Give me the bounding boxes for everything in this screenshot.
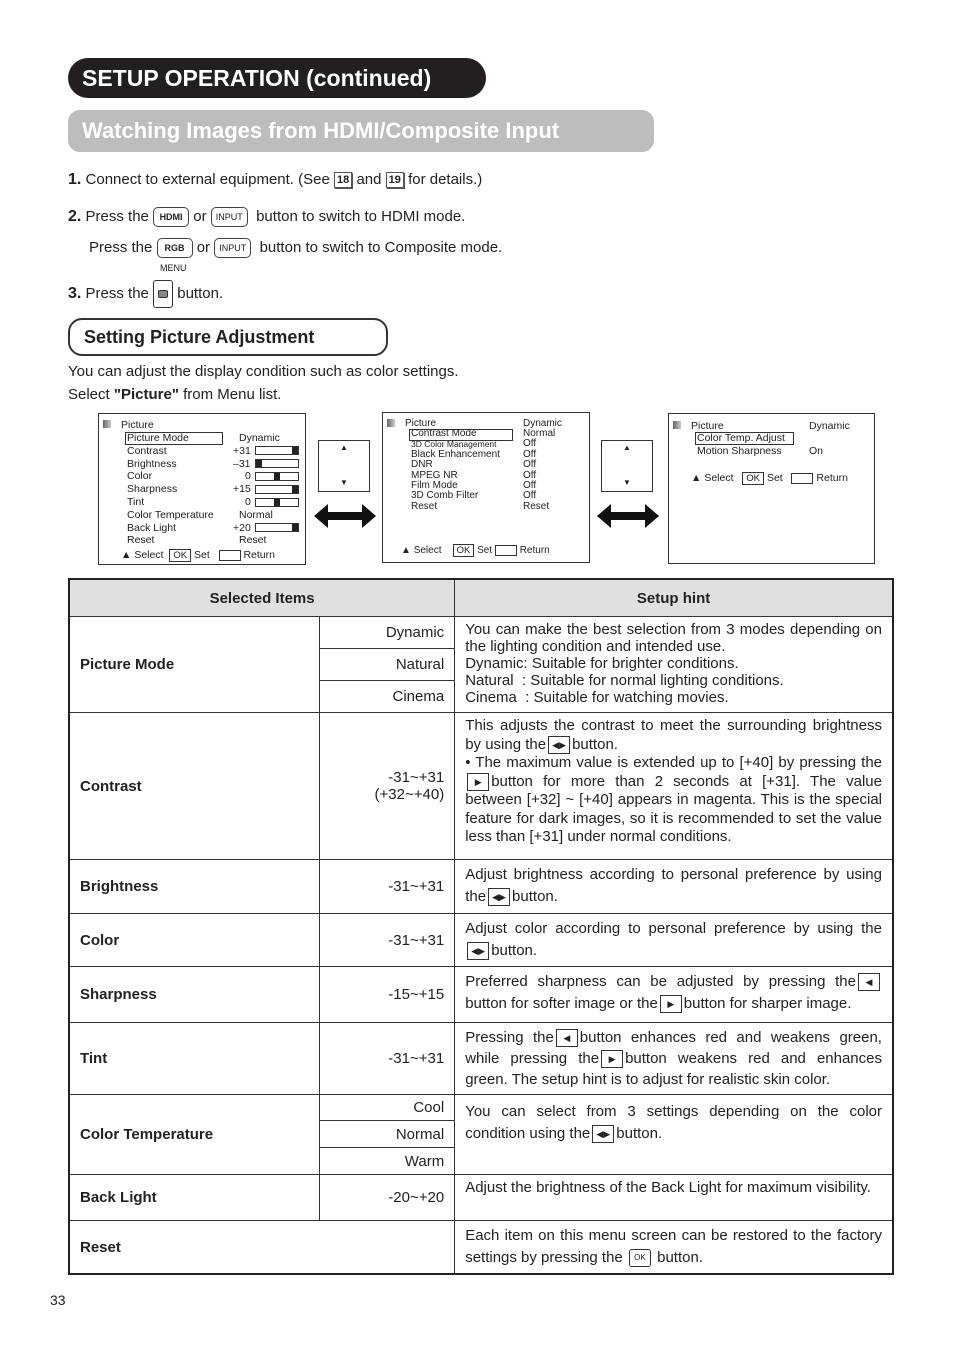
hint-text: button enhances red and weakens green, while pressing the	[465, 1029, 882, 1067]
return-key-icon	[219, 550, 241, 561]
table-row	[69, 914, 893, 967]
menu-item-label: Color Temperature	[127, 508, 214, 521]
value-text: -31~+31	[388, 769, 445, 786]
right-key-icon: ▶	[467, 773, 489, 791]
text: "Picture"	[113, 386, 179, 403]
menu-item-label: Tint	[127, 496, 145, 508]
step-2	[68, 207, 465, 227]
page-subtitle: Watching Images from HDMI/Composite Input	[68, 110, 654, 152]
footer-label: Select	[413, 545, 442, 557]
menu-key-label: MENU	[160, 263, 187, 273]
step-text: or	[196, 238, 211, 256]
input-key-icon: INPUT	[211, 207, 248, 227]
menu-item-label: 3D Color Management	[411, 439, 497, 450]
updown-icon: ▲︎	[691, 472, 702, 484]
settings-table	[68, 578, 894, 1275]
menu-item-value: Reset	[523, 500, 550, 512]
item-value	[319, 713, 455, 860]
menu-item-label: Sharpness	[127, 483, 178, 496]
footer-label: Set	[477, 545, 493, 557]
item-value: Cool	[319, 1095, 455, 1121]
menu-item-value: +31	[233, 444, 251, 457]
footer-label: Return	[519, 545, 550, 557]
item-name: Reset	[69, 1221, 455, 1275]
menu-item-value: Off	[523, 469, 537, 481]
setup-hint	[455, 967, 893, 1023]
menu-item-label: Picture Mode	[127, 432, 189, 444]
setup-hint	[455, 1095, 893, 1175]
setup-hint	[455, 713, 893, 860]
menu-title-value: Dynamic	[523, 418, 562, 429]
left-right-key-icon: ◀▶	[488, 888, 510, 906]
hint-text: Cinema : Suitable for watching movies.	[465, 689, 729, 706]
hint-text: This adjusts the contrast to meet the surrounding brightness by using the	[465, 717, 882, 753]
menu-item-value: +20	[233, 521, 251, 534]
table-row	[69, 617, 893, 649]
item-value: -31~+31	[319, 1023, 455, 1095]
menu-item-label: Color	[127, 470, 153, 483]
hint-text: Adjust color according to personal preference by using the	[465, 920, 882, 937]
hint-text: button for softer image or the	[465, 995, 658, 1012]
hint-text: button for more than 2 seconds at [+31]. The value between [+32] ~ [+40] appears in magenta. This is the special feature for dark images, so it is recommended to set the value less than [+31] under normal conditions.	[465, 772, 882, 845]
step-text: button.	[177, 284, 224, 302]
hint-text: Preferred sharpness can be adjusted by pressing the	[465, 973, 856, 990]
right-key-icon: ▶	[660, 995, 682, 1013]
menu-key-icon	[153, 280, 173, 308]
step-1	[68, 171, 482, 189]
item-name: Sharpness	[69, 967, 319, 1023]
updown-nav-icon: ▲ ▼	[318, 440, 370, 492]
setup-hint	[455, 617, 893, 713]
step-number: 2.	[68, 207, 82, 225]
menu-title-value: Dynamic	[809, 420, 850, 432]
item-value: Natural	[319, 649, 455, 681]
return-key-icon	[495, 545, 517, 556]
picture-menu-screen	[98, 413, 306, 565]
step-text: Press the	[85, 207, 149, 225]
tint-bar	[255, 498, 299, 507]
item-value: Cinema	[319, 681, 455, 713]
contrast-bar	[255, 446, 299, 455]
menu-icon	[387, 419, 395, 427]
rgb-key-icon: RGB	[157, 238, 193, 258]
menu-item-label: 3D Comb Filter	[411, 490, 479, 502]
hint-text: Natural : Suitable for normal lighting conditions.	[465, 672, 784, 689]
setup-hint	[455, 1221, 893, 1275]
table-row	[69, 860, 893, 914]
item-value: Warm	[319, 1148, 455, 1175]
return-key-icon	[791, 473, 813, 484]
updown-nav-icon: ▲ ▼	[601, 440, 653, 492]
right-key-icon: ▶	[601, 1050, 623, 1068]
item-name: Tint	[69, 1023, 319, 1095]
step-text: Press the	[85, 284, 149, 302]
hint-text: Adjust brightness according to personal preference by using the	[465, 866, 882, 905]
hint-text: Pressing the	[465, 1029, 554, 1046]
menu-item-label: Contrast	[127, 444, 167, 457]
item-name: Color Temperature	[69, 1095, 319, 1175]
menu-footer	[401, 545, 550, 557]
menu-title: Picture	[121, 419, 154, 431]
sharpness-bar	[255, 485, 299, 494]
table-header-row	[69, 579, 893, 617]
column-header: Setup hint	[455, 579, 893, 617]
double-arrow-icon	[314, 502, 376, 530]
ok-key-icon: OK	[742, 472, 764, 485]
item-name: Color	[69, 914, 319, 967]
menu-item-value: 0	[245, 470, 251, 483]
item-name: Back Light	[69, 1175, 319, 1221]
text: from Menu list.	[178, 386, 282, 403]
table-row	[69, 1221, 893, 1275]
menu-footer	[691, 472, 848, 486]
footer-label: Set	[766, 472, 783, 484]
menu-icon	[673, 421, 681, 429]
left-right-key-icon: ◀▶	[548, 736, 570, 754]
hint-text: button.	[657, 1249, 703, 1266]
menu-item-label: Color Temp. Adjust	[697, 432, 785, 444]
menu-item-value: 0	[245, 496, 251, 508]
menu-icon	[103, 420, 111, 428]
item-name: Brightness	[69, 860, 319, 914]
table-row	[69, 967, 893, 1023]
hint-text: • The maximum value is extended up to [+40] by pressing the	[465, 754, 882, 771]
left-key-icon: ◀	[556, 1029, 578, 1047]
menu-footer	[121, 549, 275, 563]
hint-text: Dynamic: Suitable for brighter conditions.	[465, 655, 739, 672]
footer-label: Return	[243, 549, 275, 561]
menu-item-value: Off	[523, 459, 537, 471]
menu-title: Picture	[691, 420, 724, 432]
item-value: -31~+31	[319, 914, 455, 967]
menu-item-value: Dynamic	[239, 432, 280, 444]
menu-item-value: Normal	[239, 508, 273, 521]
step-2b	[89, 238, 502, 258]
menu-item-label: Reset	[411, 500, 438, 512]
table-row	[69, 713, 893, 860]
input-key-icon: INPUT	[214, 238, 251, 258]
footer-label: Set	[194, 549, 210, 561]
brightness-bar	[255, 459, 299, 468]
menu-item-label: Brightness	[127, 457, 177, 470]
menu-item-value: Normal	[523, 428, 556, 439]
menu-item-label: Black Enhancement	[411, 448, 500, 460]
page-ref-icon: 19	[386, 172, 404, 188]
hint-text: button.	[616, 1125, 663, 1142]
updown-icon: ▲︎	[401, 545, 411, 557]
hint-text: button weakens red and enhances green. The setup hint is to adjust for realistic skin color.	[465, 1050, 882, 1088]
step-number: 3.	[68, 284, 82, 302]
footer-label: Select	[704, 472, 734, 484]
menu-item-value: Off	[523, 490, 537, 502]
color-temp-submenu-screen	[668, 413, 875, 564]
item-value: -31~+31	[319, 860, 455, 914]
section-line-1: You can adjust the display condition such as color settings.	[68, 363, 459, 380]
column-header: Selected Items	[69, 579, 455, 617]
step-text: button to switch to HDMI mode.	[256, 207, 466, 225]
menu-item-value: +15	[233, 483, 251, 496]
step-3	[68, 280, 223, 308]
step-number: 1.	[68, 171, 82, 188]
menu-item-value: Reset	[239, 534, 267, 547]
menu-item-value: On	[809, 445, 824, 457]
hint-text: Each item on this menu screen can be restored to the factory settings by pressing the	[465, 1227, 882, 1266]
ok-key-icon: OK	[169, 549, 191, 562]
double-arrow-icon	[597, 502, 659, 530]
setup-hint: Adjust the brightness of the Back Light for maximum visibility.	[455, 1175, 893, 1221]
table-row	[69, 1095, 893, 1121]
menu-item-label: Film Mode	[411, 480, 458, 491]
page-title: SETUP OPERATION (continued)	[68, 58, 486, 98]
hint-text: button.	[512, 888, 558, 905]
item-value: Dynamic	[319, 617, 455, 649]
backlight-bar	[255, 523, 299, 532]
menu-item-value: –31	[233, 457, 251, 470]
item-value: -15~+15	[319, 967, 455, 1023]
left-key-icon: ◀	[858, 973, 880, 991]
step-text: Connect to external equipment. (See	[85, 171, 330, 188]
menu-item-value: Off	[523, 480, 537, 491]
step-text: button to switch to Composite mode.	[259, 238, 503, 256]
step-text: or	[193, 207, 207, 225]
updown-icon: ▲︎	[121, 549, 132, 561]
menu-item-label: MPEG NR	[411, 469, 458, 481]
section-line-2	[68, 386, 281, 403]
item-name: Picture Mode	[69, 617, 319, 713]
menu-item-value: Off	[523, 438, 537, 450]
ok-key-icon: OK	[453, 544, 475, 557]
menu-item-label: Contrast Mode	[411, 428, 477, 439]
hdmi-key-icon: HDMI	[153, 207, 189, 227]
setup-hint	[455, 914, 893, 967]
hint-text: button.	[572, 735, 618, 753]
section-title: Setting Picture Adjustment	[68, 318, 388, 356]
value-text: (+32~+40)	[374, 786, 445, 803]
hint-text: button.	[491, 942, 538, 959]
item-value: -20~+20	[319, 1175, 455, 1221]
picture-submenu-screen	[382, 412, 590, 563]
menu-item-value: Off	[523, 448, 537, 460]
item-value: Normal	[319, 1121, 455, 1148]
setup-hint	[455, 860, 893, 914]
page-number: 33	[50, 1292, 66, 1308]
color-bar	[255, 472, 299, 481]
left-right-key-icon: ◀▶	[592, 1125, 614, 1143]
footer-label: Select	[134, 549, 164, 561]
menu-item-label: Back Light	[127, 521, 177, 534]
item-name: Contrast	[69, 713, 319, 860]
step-text: Press the	[89, 238, 153, 256]
ok-key-icon: OK	[629, 1249, 651, 1267]
table-row	[69, 1175, 893, 1221]
left-right-key-icon: ◀▶	[467, 942, 489, 960]
step-text: for details.)	[408, 171, 483, 188]
hint-text: button for sharper image.	[683, 995, 852, 1012]
hint-text: You can make the best selection from 3 modes depending on the lighting condition and intended use.	[465, 621, 882, 655]
menu-item-label: Reset	[127, 534, 155, 547]
table-row	[69, 1023, 893, 1095]
footer-label: Return	[816, 472, 848, 484]
setup-hint	[455, 1023, 893, 1095]
menu-title: Picture	[405, 418, 437, 429]
text: Select	[68, 386, 114, 403]
hint-text: You can select from 3 settings depending on the color condition using the	[465, 1103, 882, 1142]
menu-item-label: DNR	[411, 459, 433, 471]
menu-item-label: Motion Sharpness	[697, 445, 782, 457]
page-ref-icon: 18	[334, 172, 352, 188]
step-text: and	[356, 171, 382, 188]
